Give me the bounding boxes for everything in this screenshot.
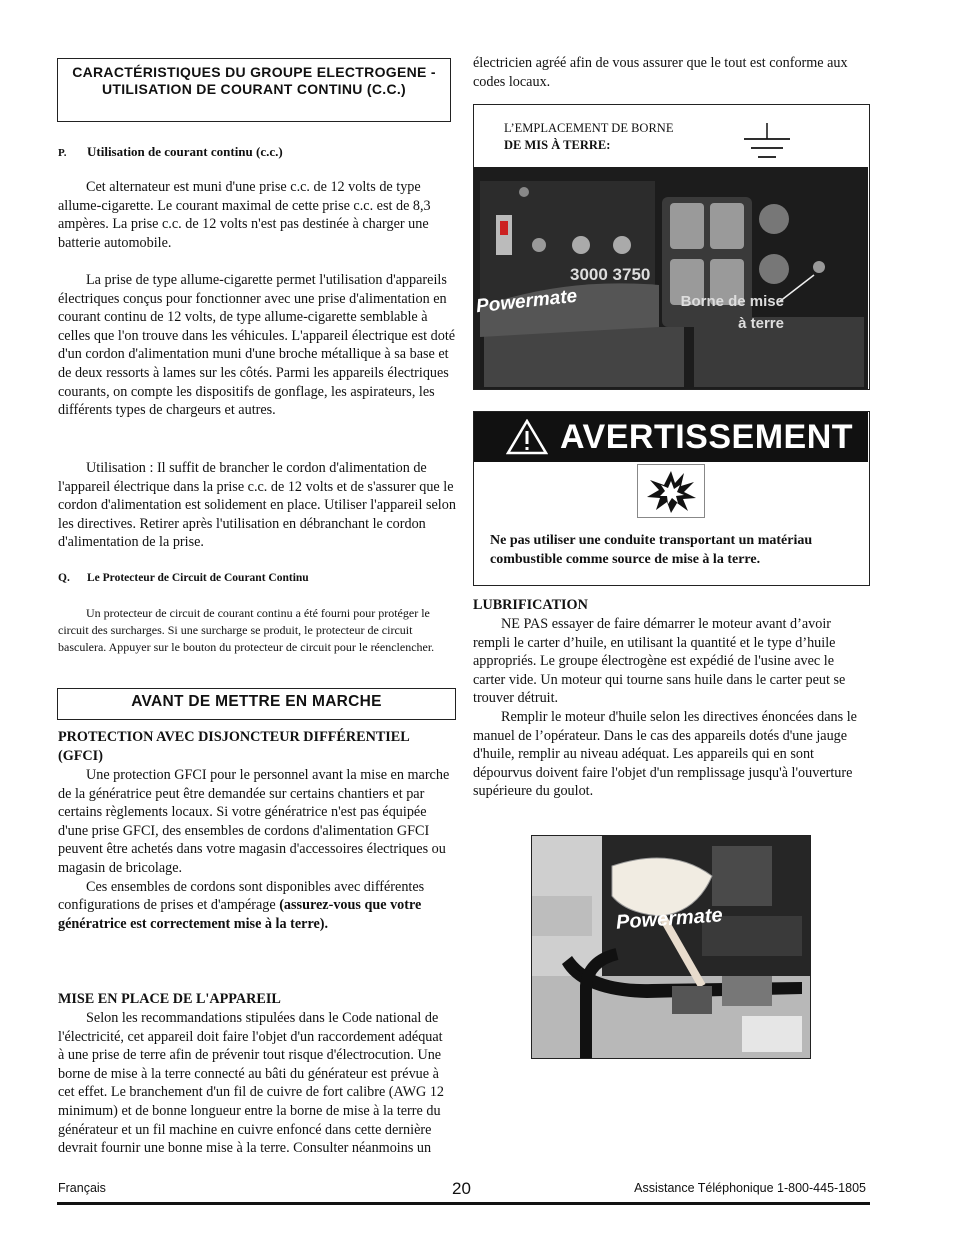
footer-rule	[57, 1202, 870, 1205]
section-header-before-start	[57, 688, 456, 720]
paragraph-text: Une protection GFCI pour le personnel avant la mise en marche de la génératrice peut être demandée sur certains chantiers et par certains règlements locaux. Si votre génératrice n'est pas équipée d'une prise GFCI, des ensembles de cordons d'alimentation GFCI peuvent être achetés dans votre magasin d'accessoires électriques ou magasin de bricolage.	[58, 767, 450, 876]
section-title: Le Protecteur de Circuit de Courant Continu	[87, 572, 309, 584]
paragraph-text: Ces ensembles de cordons sont disponibles avec différentes configurations de prises et d'ampérage	[58, 878, 425, 914]
label-line: Borne de mise	[680, 293, 784, 310]
paragraph-text: Un protecteur de circuit de courant continu a été fourni pour protéger le circuit des surcharges. Si une surcharge se produit, le protecteur de circuit basculera. Appuyer sur le bouton du protecteur de circuit pour le réenclencher.	[58, 606, 435, 654]
panel-brand-text: Powermate	[475, 285, 579, 318]
body-paragraph	[58, 766, 456, 933]
section-header-dc	[57, 58, 451, 122]
ground-symbol-icon	[742, 123, 792, 165]
placement-heading	[58, 990, 456, 1009]
body-paragraph	[58, 271, 456, 420]
generator-panel-photo	[474, 167, 868, 389]
heading-text: MISE EN PLACE DE L'APPAREIL	[58, 991, 281, 1007]
section-q-heading	[58, 572, 458, 584]
continued-paragraph	[473, 54, 871, 91]
section-title: Utilisation de courant continu (c.c.)	[87, 144, 283, 159]
heading-text: PROTECTION AVEC DISJONCTEUR DIFFÉRENTIEL (GFCI)	[58, 729, 409, 764]
phone-text: Assistance Téléphonique 1-800-445-1805	[634, 1181, 866, 1195]
paragraph-text: Remplir le moteur d'huile selon les directives énoncées dans le manuel de l’opérateur. Dans le cas des appareils dotés d'une jauge d'huile, remplir au niveau adéquat. Les appareils qui en sont dépourvus doivent faire l'objet d'un remplissage jusqu'à l'ouverture supérieure du goulot.	[473, 708, 857, 800]
language-text: Français	[58, 1181, 106, 1195]
section-letter: Q.	[58, 572, 70, 584]
paragraph-text: Utilisation : Il suffit de brancher le cordon d'alimentation de l'appareil électrique dans la prise c.c. de 12 volts et de s'assurer que le cordon d'alimentation est solidement en place. Utiliser l'appareil selon les directives. Retirer après l'utilisation en débranchant le cordon d'alimentation de la prise.	[58, 460, 456, 551]
footer-language	[58, 1181, 106, 1195]
ground-location-caption	[504, 120, 673, 154]
section-header-text: CARACTÉRISTIQUES DU GROUPE ELECTROGENE - UTILISATION DE COURANT CONTINU (C.C.)	[72, 64, 436, 97]
explosion-icon	[638, 465, 704, 517]
paragraph-text: La prise de type allume-cigarette permet l'utilisation d'appareils électriques conçus pour fonctionner avec une prise d'alimentation en courant continu de 12 volts, de type allume-cigarette semblable à celles que l'on trouve dans les véhicules. L'appareil électrique est doté d'un cordon d'alimentation muni d'une broche métallique à sa base et de deux ressorts à lames sur les côtés. Parmi les appareils électriques courants, on compte les dispositifs de gonflage, les aspirateurs, les différents types de chargeurs et autres.	[58, 272, 456, 419]
footer-phone	[560, 1181, 866, 1195]
caption-line: L’EMPLACEMENT DE BORNE	[504, 121, 674, 135]
paragraph-text: électricien agréé afin de vous assurer que le tout est conforme aux codes locaux.	[473, 55, 848, 90]
explosion-pictogram	[637, 464, 705, 518]
body-paragraph	[58, 459, 456, 552]
page-number-text: 20	[452, 1179, 471, 1198]
heading-text: LUBRIFICATION	[473, 597, 588, 613]
oil-fill-photo	[531, 835, 811, 1059]
ground-location-figure	[473, 104, 870, 390]
lubrication-heading	[473, 596, 871, 615]
section-header-text: AVANT DE METTRE EN MARCHE	[131, 693, 382, 710]
warning-box	[473, 411, 870, 586]
photo-brand-text: Powermate	[615, 904, 724, 934]
warning-text: Ne pas utiliser une conduite transportant un matériau combustible comme source de mise à la terre.	[490, 533, 813, 567]
body-paragraph-small	[58, 605, 450, 655]
section-letter: P.	[58, 147, 67, 159]
body-paragraph	[58, 1009, 450, 1158]
warning-title: AVERTISSEMENT	[560, 418, 854, 456]
warning-banner	[474, 412, 868, 462]
section-p-heading	[58, 143, 458, 163]
gfci-heading	[58, 728, 456, 765]
paragraph-bold-text: (assurez-vous que votre génératrice est correctement mise à la terre).	[58, 897, 422, 932]
paragraph-text: Cet alternateur est muni d'une prise c.c. de 12 volts de type allume-cigarette. Le courant maximal de cette prise c.c. est de 8,3 ampères. La prise c.c. de 12 volts n'est pas destinée à charger une batterie automobile.	[58, 179, 431, 251]
caption-line: DE MIS À TERRE:	[504, 138, 611, 152]
ground-terminal-label	[652, 291, 784, 335]
paragraph-text: Selon les recommandations stipulées dans le Code national de l'électricité, cet appareil doit faire l'objet d'un raccordement adéquat à une prise de terre afin de prévenir tout risque d'électrocution. Une borne de mise à la terre connecté au bâti du générateur est prévue à cet effet. Le branchement d'un fil de cuivre de fort calibre (AWG 12 minimum) et de bonne longueur entre la borne de mise à la terre du générateur et un fil machine en cuivre enfoncé dans cette dernière devrait fournir une bonne mise à la terre. Consulter néanmoins un	[58, 1010, 445, 1157]
warning-triangle-icon	[506, 419, 548, 455]
body-paragraph	[473, 615, 868, 801]
panel-model-text: 3000 3750	[570, 265, 651, 284]
paragraph-text: NE PAS essayer de faire démarrer le moteur avant d’avoir rempli le carter d’huile, en utilisant la quantité et le type d’huile appropriés. Le groupe électrogène est expédié de l'usine avec le carter vide. Un moteur qui tourne sans huile dans le carter peut se trouver détruit.	[473, 616, 846, 707]
page-number	[452, 1179, 471, 1199]
label-line: à terre	[738, 315, 784, 332]
body-paragraph	[58, 178, 456, 252]
